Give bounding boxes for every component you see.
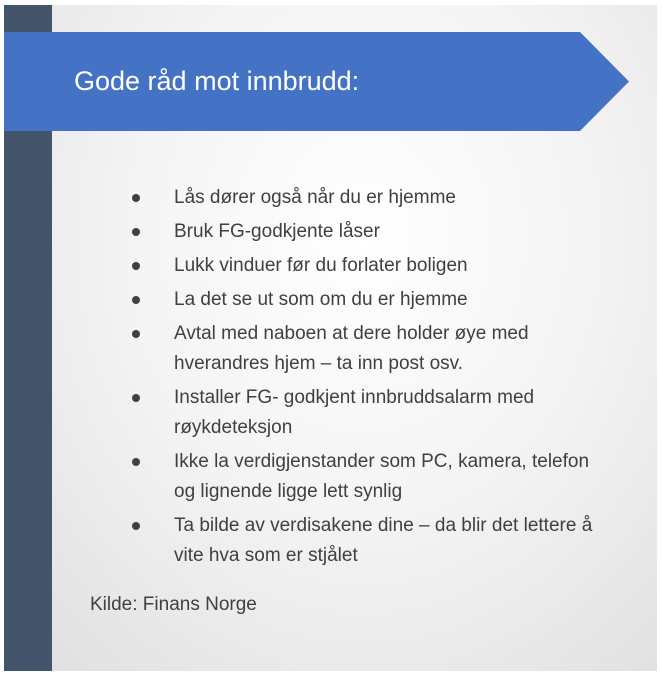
source-note: Kilde: Finans Norge (90, 594, 257, 615)
bullet-dot-icon (132, 394, 140, 402)
bullet-item (132, 217, 602, 247)
slide (4, 5, 657, 671)
bullet-item (132, 285, 602, 315)
bullet-item (132, 183, 602, 213)
bullet-dot-icon (132, 194, 140, 202)
bullet-text: Lukk vinduer før du forlater boligen (174, 255, 468, 276)
bullet-text: La det se ut som om du er hjemme (174, 289, 468, 310)
bullet-list (132, 183, 602, 575)
bullet-item (132, 251, 602, 281)
bullet-text: Installer FG- godkjent innbruddsalarm med røykdeteksjon (174, 387, 535, 438)
bullet-dot-icon (132, 262, 140, 270)
bullet-text: Avtal med naboen at dere holder øye med hverandres hjem – ta inn post osv. (174, 323, 529, 374)
bullet-dot-icon (132, 228, 140, 236)
bullet-text: Lås dører også når du er hjemme (174, 187, 456, 208)
bullet-text: Ikke la verdigjenstander som PC, kamera, telefon og lignende ligge lett synlig (174, 451, 590, 502)
bullet-text: Bruk FG-godkjente låser (174, 221, 380, 242)
bullet-dot-icon (132, 522, 140, 530)
bullet-dot-icon (132, 296, 140, 304)
bullet-item (132, 447, 602, 507)
bullet-item (132, 511, 602, 571)
bullet-dot-icon (132, 330, 140, 338)
bullet-item (132, 383, 602, 443)
slide-title: Gode råd mot innbrudd: (74, 66, 360, 96)
bullet-item (132, 319, 602, 379)
bullet-text: Ta bilde av verdisakene dine – da blir det lettere å vite hva som er stjålet (174, 515, 593, 566)
bullet-dot-icon (132, 458, 140, 466)
